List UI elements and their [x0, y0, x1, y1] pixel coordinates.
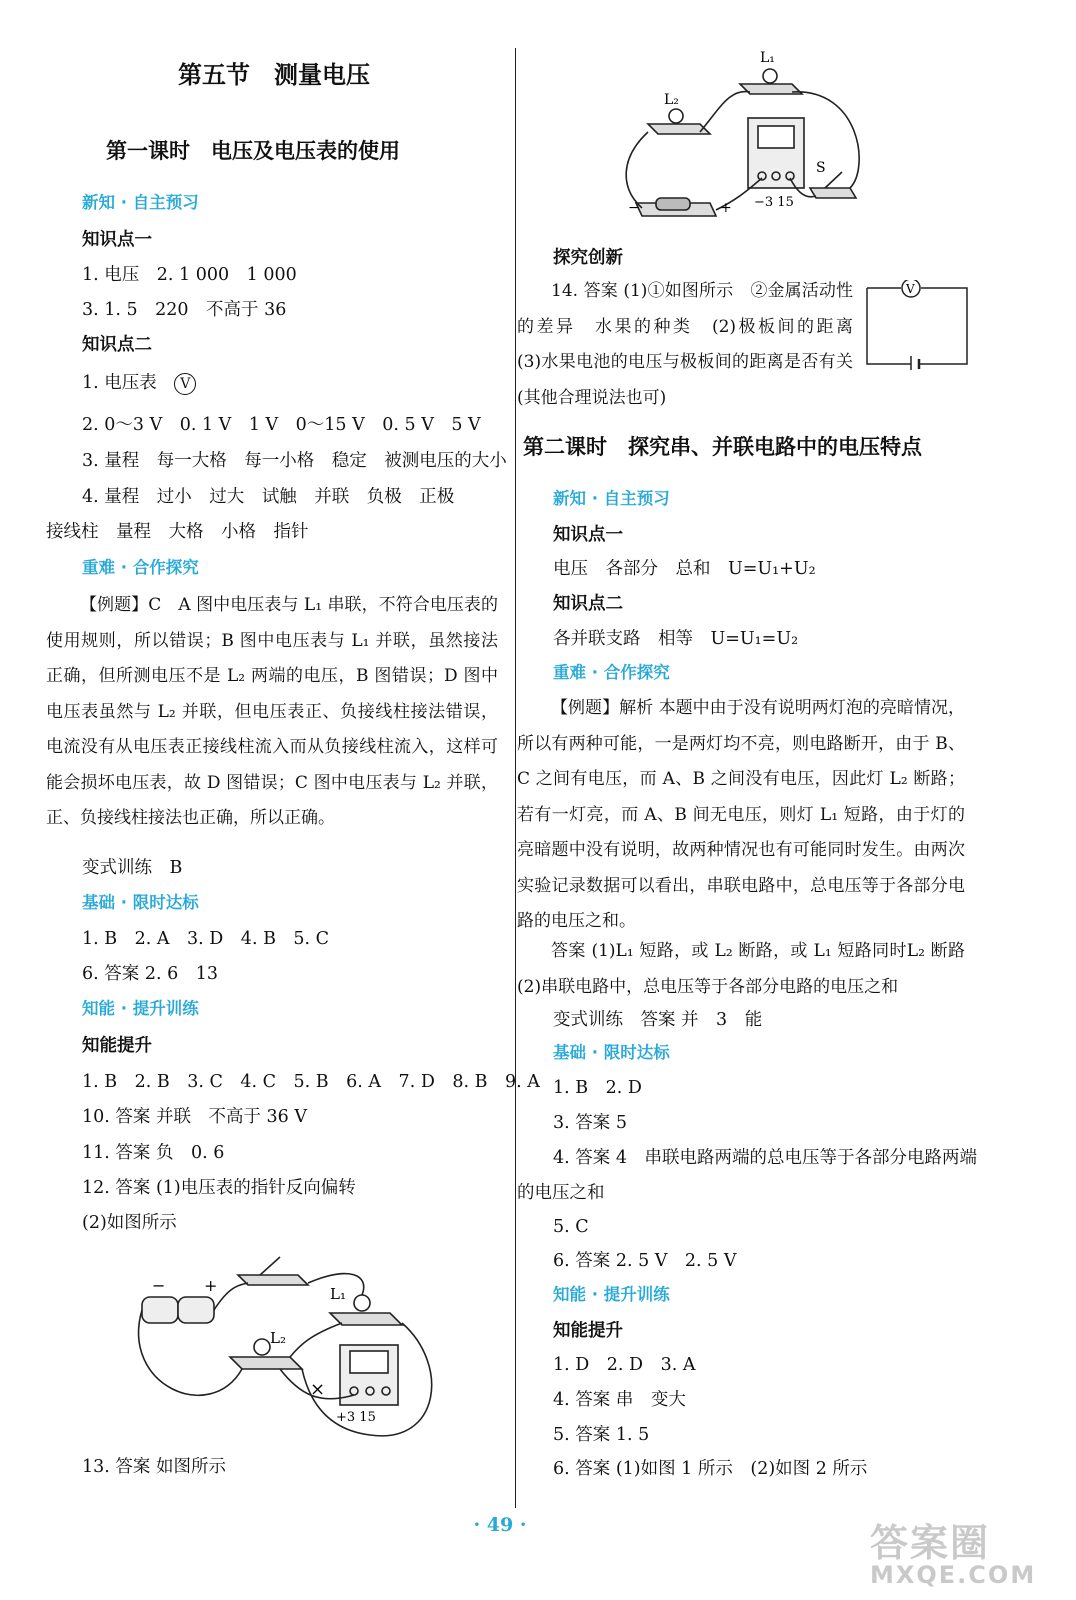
watermark-bottom: MXQE.COM — [870, 1561, 1037, 1589]
section-title: 第五节 测量电压 — [178, 61, 370, 89]
answer-line: 3. 答案 5 — [553, 1113, 627, 1133]
wire — [214, 1283, 248, 1310]
answer-line: 2. 0～3 V 0. 1 V 1 V 0～15 V 0. 5 V 5 V — [82, 415, 481, 435]
lamp-l2-bulb — [254, 1339, 270, 1355]
answer-line: 13. 答案 如图所示 — [82, 1457, 226, 1477]
lamp-l2-label: L₂ — [664, 92, 679, 108]
answer-line: 电压 各部分 总和 U=U₁+U₂ — [553, 559, 816, 579]
section-header-basic: 基础 · 限时达标 — [553, 1043, 670, 1062]
knowledge-point-2: 知识点二 — [553, 594, 623, 614]
answer-line: 6. 答案 2. 5 V 2. 5 V — [553, 1251, 737, 1271]
knowledge-point-3: 知能提升 — [553, 1321, 623, 1341]
variant-training: 变式训练 B — [82, 858, 183, 878]
wire — [867, 288, 967, 364]
answer-line: 3. 1. 5 220 不高于 36 — [82, 300, 287, 320]
answer-line: 6. 答案 (1)如图 1 所示 (2)如图 2 所示 — [553, 1459, 868, 1479]
answer-line: 12. 答案 (1)电压表的指针反向偏转 — [82, 1178, 356, 1198]
knowledge-point-2: 知识点二 — [82, 335, 152, 355]
watermark — [870, 1512, 1036, 1589]
battery-plus-label: + — [720, 200, 732, 216]
q14-paragraph: 14. 答案 (1)①如图所示 ②金属活动性的差异 水果的种类 (2)极板间的距离 (3)水果电池的电压与极板间的距离是否有关(其他合理说法也可) — [517, 281, 870, 408]
battery-cell — [142, 1297, 178, 1323]
answer-line: 5. 答案 1. 5 — [553, 1425, 650, 1445]
answer-line: (2)如图所示 — [82, 1213, 177, 1233]
answer-line: 4. 答案 串 变大 — [553, 1390, 686, 1410]
answer-line: 4. 答案 4 串联电路两端的总电压等于各部分电路两端 — [553, 1148, 977, 1168]
answer-line: 1. 电压 2. 1 000 1 000 — [82, 265, 297, 285]
voltmeter-symbol-letter: V — [180, 375, 191, 392]
circuit-figure-q13 — [620, 48, 880, 228]
lesson-title: 第一课时 电压及电压表的使用 — [106, 139, 400, 163]
wire — [626, 132, 648, 208]
example-paragraph: 【例题】C A 图中电压表与 L₁ 串联，不符合电压表的使用规则，所以错误；B 图中电压表与 L₁ 并联，虽然接法正确，但所测电压不是 L₂ 两端的电压，B 图错误；D 图中电压表虽然与 L₂ 并联，但电压表正、负接线柱接法错误，电流没有从电压表正接线柱流入而从负接线柱流入，这样可能会损坏电压表，故 D 图错误；C 图中电压表与 L₂ 并联，正、负接线柱接法也正确，所以正确。 — [46, 595, 498, 828]
answer-line: 10. 答案 并联 不高于 36 V — [82, 1107, 307, 1127]
section-header-basic: 基础 · 限时达标 — [82, 893, 199, 912]
answer-line: 11. 答案 负 0. 6 — [82, 1143, 225, 1163]
example-answer: 答案 (1)L₁ 短路，或 L₂ 断路，或 L₁ 短路同时L₂ 断路 (2)串联电路中，总电压等于各部分电路的电压之和 — [517, 941, 982, 997]
lamp-l2-label: L₂ — [270, 1329, 286, 1347]
section-header-improve: 知能 · 提升训练 — [553, 1285, 670, 1304]
inquiry-innovation: 探究创新 — [553, 248, 623, 268]
answer-line: 1. D 2. D 3. A — [553, 1355, 696, 1375]
battery-minus-label: − — [152, 1276, 166, 1295]
section-header-explore: 重难 · 合作探究 — [82, 558, 199, 577]
lamp-l2-bulb — [669, 109, 683, 123]
section-header-improve: 知能 · 提升训练 — [82, 999, 199, 1018]
meter-terminal-labels: −3 15 — [754, 195, 794, 210]
watermark-top: 答案圈 — [870, 1521, 991, 1565]
variant-training: 变式训练 答案 并 3 能 — [553, 1010, 763, 1030]
answer-line: 5. C — [553, 1217, 589, 1237]
lamp-l1-label: L₁ — [330, 1285, 346, 1303]
switch — [238, 1275, 308, 1285]
wire — [700, 91, 750, 132]
answer-line: 接线柱 量程 大格 小格 指针 — [46, 522, 309, 542]
battery-minus-label: − — [628, 200, 640, 216]
switch — [810, 188, 856, 198]
voltmeter-symbol-icon — [174, 373, 196, 395]
cross-mark: × — [310, 1379, 326, 1400]
lamp-l2-base — [230, 1357, 302, 1369]
battery-plus-label: + — [204, 1276, 218, 1295]
answer-text: 1. 电压表 — [82, 373, 175, 393]
battery-cell — [178, 1297, 214, 1323]
lamp-l1-label: L₁ — [760, 50, 775, 66]
answer-line: 4. 量程 过小 过大 试触 并联 负极 正极 — [82, 487, 455, 507]
circuit-figure-q14 — [865, 280, 975, 370]
meter-terminal-labels: +3 15 — [336, 1410, 376, 1425]
column-divider — [515, 48, 516, 1508]
answer-line: 各并联支路 相等 U=U₁=U₂ — [553, 629, 799, 649]
page-number: · 49 · — [473, 1514, 527, 1536]
answer-line: 1. B 2. D — [553, 1078, 642, 1098]
lamp-l1-bulb — [354, 1295, 370, 1311]
section-header-preview: 新知 · 自主预习 — [553, 489, 670, 508]
section-header-explore: 重难 · 合作探究 — [553, 663, 670, 682]
answer-line: 的电压之和 — [517, 1183, 605, 1203]
switch-label: S — [816, 160, 826, 176]
voltmeter-symbol-letter: V — [906, 282, 915, 296]
knowledge-point-3: 知能提升 — [82, 1036, 152, 1056]
circuit-figure-q12 — [130, 1245, 460, 1455]
example-paragraph: 【例题】解析 本题中由于没有说明两灯泡的亮暗情况，所以有两种可能，一是两灯均不亮，则电路断开，由于 B、C 之间有电压，而 A、B 之间没有电压，因此灯 L₂ 断路；若有一灯亮，而 A、B 间无电压，则灯 L₁ 短路，由于灯的亮暗题中没有说明，故两种情况也有可能同时发生。由两次实验记录数据可以看出，串联电路中，总电压等于各部分电路的电压之和。 — [517, 698, 965, 931]
lamp-l1-bulb — [763, 69, 777, 83]
answer-line: 3. 量程 每一大格 每一小格 稳定 被测电压的大小 — [82, 451, 507, 471]
answer-line: 1. B 2. B 3. C 4. C 5. B 6. A 7. D 8. B 9. A — [82, 1072, 540, 1092]
wire — [290, 1323, 342, 1357]
knowledge-point-1: 知识点一 — [82, 230, 152, 250]
lamp-l2-base — [648, 124, 710, 134]
lesson-title-2: 第二课时 探究串、并联电路中的电压特点 — [523, 435, 922, 459]
answer-line — [82, 372, 196, 395]
knowledge-point-1: 知识点一 — [553, 525, 623, 545]
section-header-preview: 新知 · 自主预习 — [82, 193, 199, 212]
answer-line: 6. 答案 2. 6 13 — [82, 964, 218, 984]
answer-line: 1. B 2. A 3. D 4. B 5. C — [82, 929, 330, 949]
